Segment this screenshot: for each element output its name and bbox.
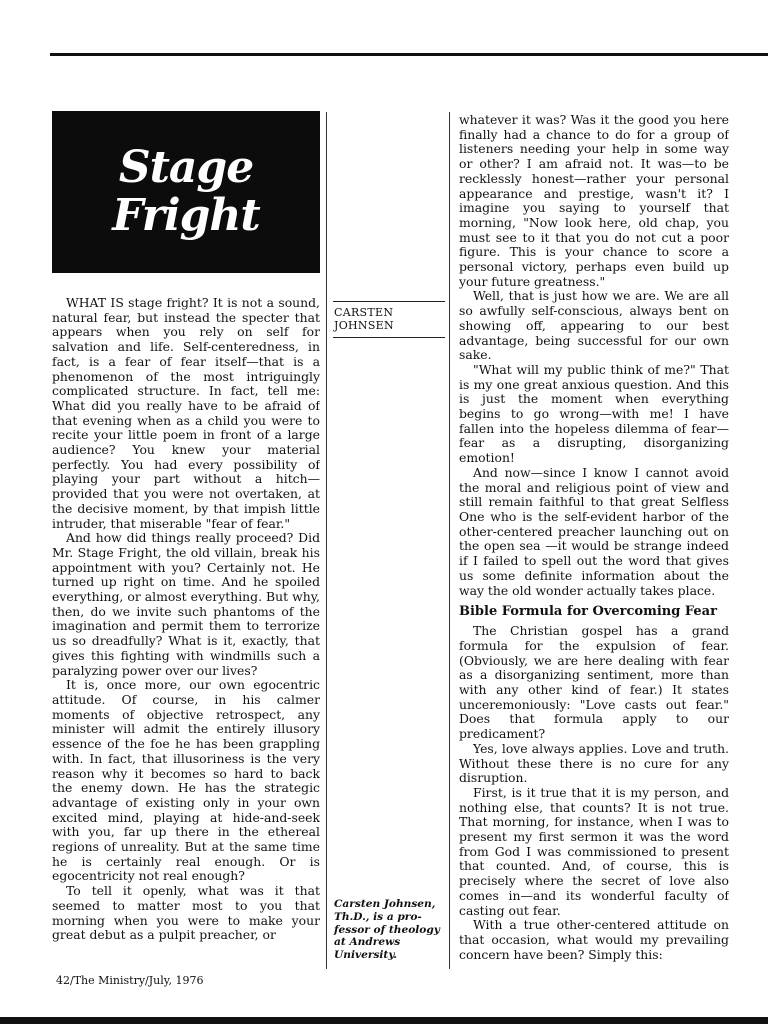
byline-last-name: JOHNSEN xyxy=(334,319,394,332)
byline xyxy=(333,301,445,338)
paragraph: First, is it true that it is my person, and nothing else, that counts? It is not true. That morning, for instance, when I was to present my first sermon it was the word from God I was commissioned to present that counted. And, of course, this is precisely where the secret of love also comes in—and its wonderful faculty of casting out fear. xyxy=(459,784,729,918)
bio-line: Th.D., is a pro- xyxy=(334,910,422,923)
paragraph: Yes, love always applies. Love and truth. Without these there is no cure for any disruption. xyxy=(459,740,729,786)
paragraph: WHAT IS stage fright? It is not a sound, natural fear, but instead the specter that appears when you rely on self for salvation and life. Self-centeredness, in fact, is a fear of fear itself—that is a phenomenon of the most intriguingly complicated structure. In fact, tell me: What did you really have to be afraid of that evening when as a child you were to recite your little poem in front of a large audience? You knew your material perfectly. You had every possibility of playing your part without a hitch—provided that you were not overtaken, at the decisive moment, by that impish little intruder, that miserable "fear of fear." xyxy=(52,296,320,531)
paragraph: To tell it openly, what was it that seemed to matter most to you that morning when you were to make your great debut as a pulpit preacher, or xyxy=(52,883,320,943)
column-divider-left xyxy=(326,112,327,969)
bio-line: Carsten Johnsen, xyxy=(334,898,436,910)
paragraph: It is, once more, our own egocentric attitude. Of course, in his calmer moments of objective retrospect, any minister will admit the entirely illusory essence of the foe he has been grappling with. In fact, that illusoriness is the very reason why it becomes so hard to back the enemy down. He has the strategic advantage of existing only in your own excited mind, playing at hide-and-seek with you, far up there in the ethereal regions of unreality. But at the same time he is certainly real enough. Or is egocentricity not real enough? xyxy=(52,677,320,884)
column-1 xyxy=(52,296,320,972)
bio-line: at Andrews xyxy=(334,936,401,949)
title-line-2: Fright xyxy=(112,190,260,241)
bio-line: University. xyxy=(334,949,397,962)
paragraph: And how did things really proceed? Did Mr. Stage Fright, the old villain, break his appointment with you? Certainly not. He turned up right on time. And he spoiled everything, or almost everything. But why, then, do we invite such phantoms of the imagination and permit them to terrorize us so dreadfully? What is it, exactly, that gives this fighting with windmills such a paralyzing power over our lives? xyxy=(52,530,320,678)
title-box xyxy=(52,111,320,273)
paragraph: Well, that is just how we are. We are all so awfully self-conscious, always bent on showing off, appearing to our best advantage, being successful for our own sake. xyxy=(459,288,729,363)
paragraph: And now—since I know I cannot avoid the moral and religious point of view and still remain faithful to that great Selfless One who is the self-evident harbor of the other-centered preacher launching out on the open sea —it would be strange indeed if I failed to spell out the word that gives us some definite information about the way the old wonder actually takes place. xyxy=(459,464,729,598)
author-bio xyxy=(334,898,446,962)
column-3 xyxy=(459,113,729,971)
paragraph: With a true other-centered attitude on that occasion, what would my prevailing concern have been? Simply this: xyxy=(459,917,729,962)
byline-first-name: CARSTEN xyxy=(334,306,394,319)
paragraph: The Christian gospel has a grand formula for the expulsion of fear. (Obviously, we are here dealing with fear as a disorganizing sentiment, more than with any other kind of fear.) It states unceremoniously: "Love casts out fear." Does that formula apply to our predicament? xyxy=(459,623,729,742)
bottom-rule xyxy=(0,1017,768,1024)
section-subhead: Bible Formula for Overcoming Fear xyxy=(459,604,717,620)
title-line-1: Stage xyxy=(118,142,254,193)
top-rule xyxy=(50,53,768,56)
column-divider-right xyxy=(449,112,450,969)
paragraph: "What will my public think of me?" That is my one great anxious question. And this is just the moment when everything begins to go wrong—with me! I have fallen into the hopeless dilemma of fear—fear as a disrupting, disorganizing emotion! xyxy=(459,361,729,466)
page-footer: 42/The Ministry/July, 1976 xyxy=(56,974,204,987)
paragraph: whatever it was? Was it the good you here finally had a chance to do for a group of listeners needing your help in some way or other? I am afraid not. It was—to be recklessly honest—rather your personal appearance and prestige, wasn't it? I imagine you saying to yourself that morning, "Now look here, old chap, you must see to it that you do not cut a poor figure. This is your chance to score a personal victory, perhaps even build up your future greatness." xyxy=(459,113,729,289)
bio-line: fessor of theology xyxy=(334,923,440,936)
